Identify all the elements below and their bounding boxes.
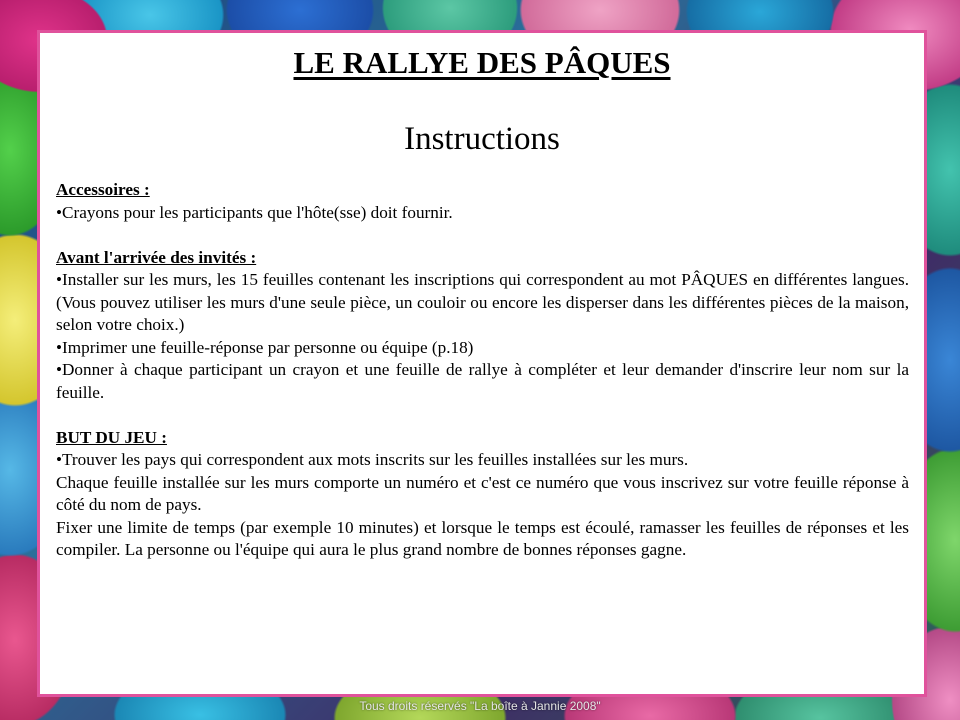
instruction-line: Fixer une limite de temps (par exemple 10 minutes) et lorsque le temps est écoulé, ramasser les feuilles de réponses et les compiler. La personne ou l'équipe qui aura le plus grand nombre de bonnes réponses gagne.: [56, 517, 909, 559]
instruction-line: •Installer sur les murs, les 15 feuilles contenant les inscriptions qui correspondent au mot PÂQUES en différentes langues. (Vous pouvez utiliser les murs d'une seule pièce, un couloir ou encore les disperser dans les différentes pièces de la maison, selon votre choix.): [56, 270, 909, 334]
copyright-footer: Tous droits réservés "La boîte à Jannie 2008": [359, 699, 601, 713]
instruction-line: •Trouver les pays qui correspondent aux mots inscrits sur les feuilles installées sur les murs.: [56, 450, 689, 469]
instruction-line: •Crayons pour les participants que l'hôte(sse) doit fournir.: [56, 202, 453, 222]
section-heading: BUT DU JEU :: [56, 427, 167, 447]
instructions-panel: [37, 30, 927, 697]
instructions-content: [56, 179, 909, 584]
section-before-guests: [56, 247, 909, 405]
section-heading: Avant l'arrivée des invités :: [56, 247, 257, 267]
section-heading: Accessoires :: [56, 180, 150, 199]
instruction-line: •Imprimer une feuille-réponse par personne ou équipe (p.18): [56, 337, 474, 357]
section-accessories: [56, 179, 909, 224]
page-title: LE RALLYE DES PÂQUES: [293, 45, 671, 80]
page-subtitle: Instructions: [404, 121, 560, 157]
section-game-goal: [56, 427, 909, 562]
instruction-line: •Donner à chaque participant un crayon et une feuille de rallye à compléter et leur demander d'inscrire leur nom sur la feuille.: [56, 360, 909, 402]
instruction-line: Chaque feuille installée sur les murs comporte un numéro et c'est ce numéro que vous inscrivez sur votre feuille réponse à côté du nom de pays.: [56, 472, 909, 514]
